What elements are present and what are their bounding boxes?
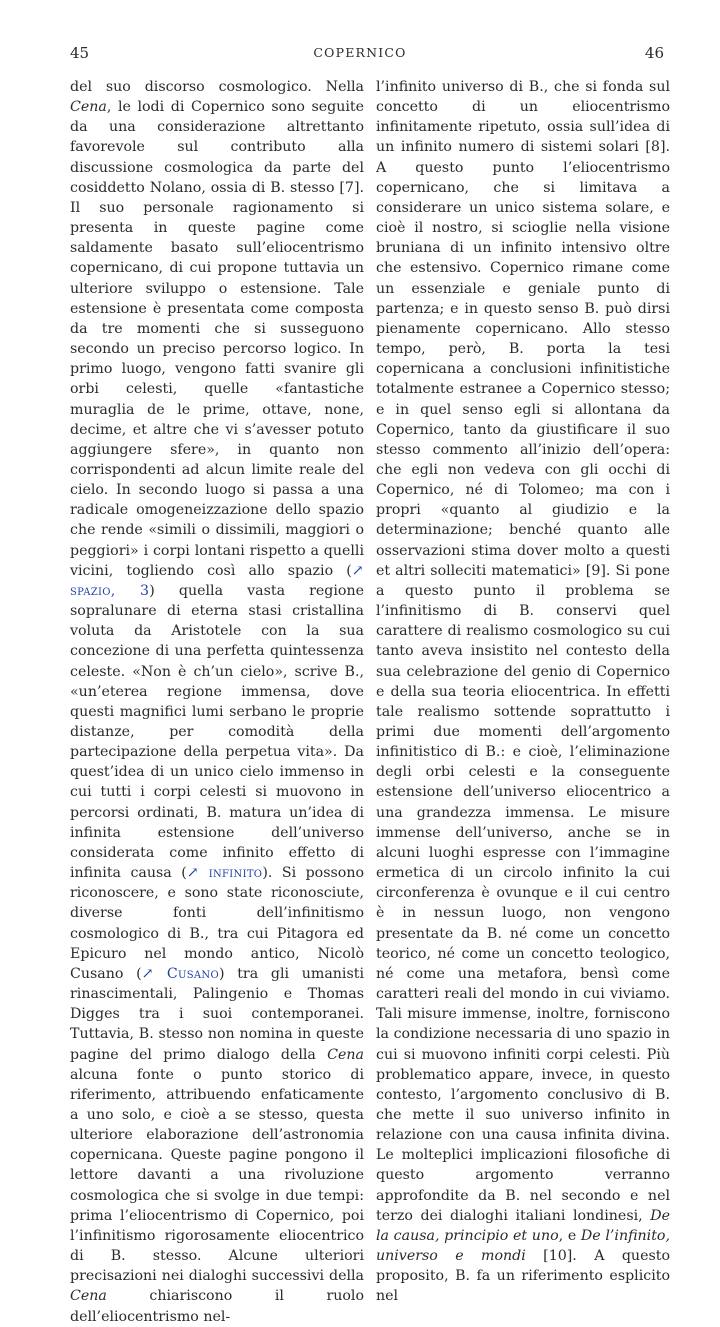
left-column-text: del suo discorso cosmologico. Nella Cena, le lodi di Copernico sono seguite da una considerazione altrettanto favorevole sul contributo alla discussione cosmologica da parte del cosiddetto Nolano, ossia di B. stesso [7]. Il suo personale ragionamento si presenta in queste pagine come saldamente basato sull’eliocentrismo copernicano, di cui propone tuttavia un ulteriore sviluppo o estensione. Tale estensione è presentata come composta da tre momenti che si susseguono secondo un preciso percorso logico. In primo luogo, vengono fatti svanire gli orbi celesti, quelle «fantastiche muraglia de le prime, ottave, none, decime, et altre che vi s’avesser potuto aggiungere sfere», in quanto non corrispondenti ad alcun limite reale del cielo. In secondo luogo si passa a una radicale omogeneizzazione dello spazio che rende «simili o dissimili, maggiori o peggiori» i corpi lontani rispetto a quelli vicini, togliendo così allo spazio (↗ spazio, 3) quella vasta regione sopralunare di eterna stasi cristallina voluta da Aristotele con la sua concezione di una perfetta quintessenza celeste. «Non è ch’un cielo», scrive B., «un’eterea regione immensa, dove questi magnifici lumi serbano le proprie distanze, per comodità della partecipazione della perpetua vita». Da quest’idea di un unico cielo immenso in cui tutti i corpi celesti si muovono in percorsi ordinati, B. matura un’idea di infinita estensione dell’universo considerata come infinito effetto di infinita causa (↗ infinito). Si possono riconoscere, e sono state riconosciute, diverse fonti dell’infinitismo cosmologico di B., tra cui Pitagora ed Epicuro nel mondo antico, Nicolò Cusano (↗ Cusano) tra gli umanisti rinascimentali, Palingenio e Thomas Digges tra i suoi contemporanei. Tuttavia, B. stesso non nomina in queste pagine del primo dialogo della Cena alcuna fonte o punto storico di riferimento, attribuendo enfaticamente a uno solo, e cioè a se stesso, questa ulteriore elaborazione dell’astronomia copernicana. Queste pagine pongono il lettore davanti a una rivoluzione cosmologica che si svolge in due tempi: prima l’eliocentrismo di Copernico, poi l’infinitismo rigorosamente eliocentrico di B. stesso. Alcune ulteriori precisazioni nei dialoghi successivi della Cena chiariscono il ruolo dell’eliocentrismo nel- bbox=[70, 79, 364, 1325]
page-number-left: 45 bbox=[70, 44, 90, 62]
xref-cusano-link[interactable]: ↗ Cusano bbox=[141, 965, 219, 982]
right-column-text: l’infinito universo di B., che si fonda sul concetto di un eliocentrismo infinitamente ripetuto, ossia sull’idea di un infinito numero di sistemi solari [8]. A questo punto l’eliocentrismo copernicano, che si limitava a considerare un unico sistema solare, e cioè il nostro, si scioglie nella visione bruniana di un infinito intensivo oltre che estensivo. Copernico rimane come un essenziale e geniale punto di partenza; e in questo senso B. può dirsi pienamente copernicano. Allo stesso tempo, però, B. porta la tesi copernicana a conclusioni infinitistiche totalmente estranee a Copernico stesso; e in quel senso egli si allontana da Copernico, tanto da giustificare il suo stesso commento all’inizio dell’opera: che egli non vedeva con gli occhi di Copernico, né di Tolomeo; ma con i propri «quanto al giudizio e la determinazione; benché quanto alle osservazioni stima dover molto a questi et altri solleciti matematici» [9]. Si pone a questo punto il problema se l’infinitismo di B. conservi quel carattere di realismo cosmologico su cui tanto aveva insistito nel contesto della sua celebrazione del genio di Copernico e della sua teoria eliocentrica. In effetti tale realismo sottende soprattutto i primi due momenti dell’argomento infinitistico di B.: e cioè, l’eliminazione degli orbi celesti e la conseguente estensione dell’universo eliocentrico a una grandezza immensa. Le misure immense dell’universo, anche se in alcuni luoghi espresse con l’immagine ermetica di un circolo infinito la cui circonferenza è ovunque e il cui centro è in nessun luogo, non vengono presentate da B. né come un concetto teorico, né come un concetto teologico, né come una metafora, bensì come caratteri reali del mondo in cui viviamo. Tali misure immense, inoltre, forniscono la condizione necessaria di uno spazio in cui si muovono infiniti corpi celesti. Più problematico appare, invece, in questo contesto, l’argomento conclusivo di B. che mette il suo universo infinito in relazione con una causa infinita divina. Le molteplici implicazioni filosofiche di questo argomento verranno approfondite da B. nel secondo e nel terzo dei dialoghi italiani londinesi, De la causa, principio et uno, e De l’infinito, universo e mondi [10]. A questo proposito, B. fa un riferimento esplicito nel bbox=[376, 79, 670, 1305]
title-de-l-infinito: De l’infinito, universo e mondi bbox=[376, 1227, 670, 1265]
title-cena: Cena bbox=[70, 1288, 107, 1305]
page-header bbox=[0, 44, 720, 68]
title-cena: Cena bbox=[70, 99, 107, 116]
right-column bbox=[376, 77, 670, 1307]
xref-infinito-link[interactable]: ↗ infinito bbox=[186, 865, 263, 882]
left-column bbox=[70, 77, 364, 1327]
xref-spazio-link[interactable]: ↗ spazio, 3 bbox=[70, 562, 364, 599]
running-title: COPERNICO bbox=[313, 45, 407, 60]
title-cena: Cena bbox=[327, 1046, 364, 1063]
page-number-right: 46 bbox=[644, 44, 664, 62]
title-de-la-causa: De la causa, principio et uno bbox=[376, 1207, 670, 1244]
